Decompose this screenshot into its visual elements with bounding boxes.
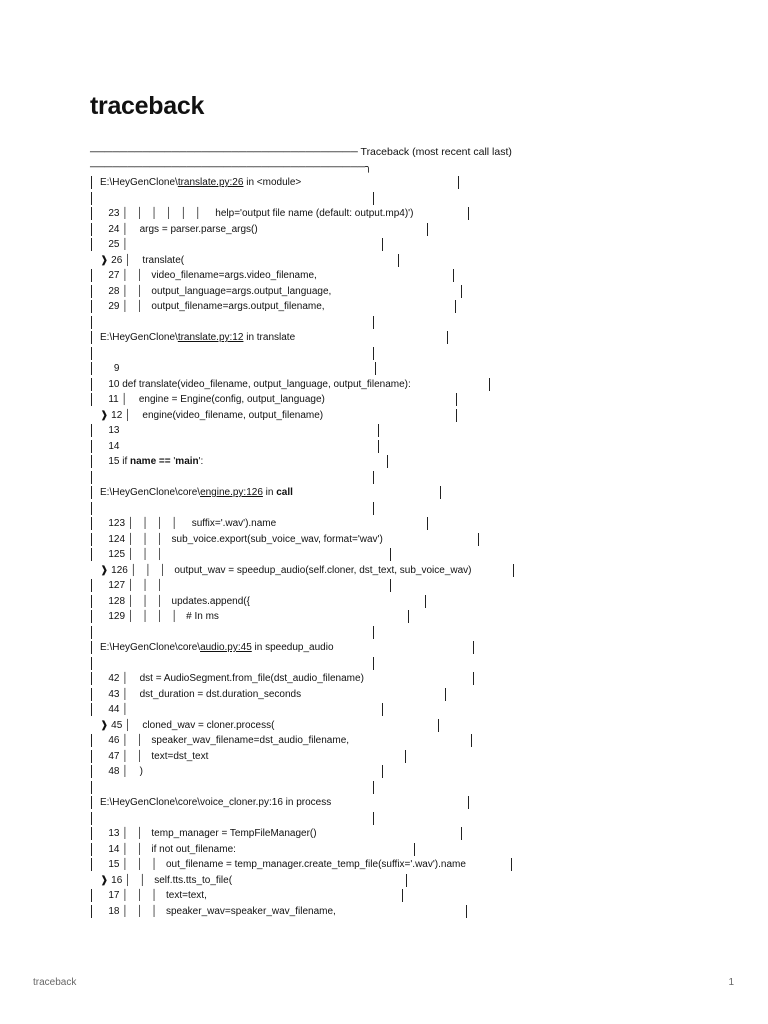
- code-text: 125 │ │ │: [100, 549, 164, 560]
- frame-border-left: [91, 796, 92, 809]
- file-link[interactable]: engine.py:126: [200, 487, 263, 498]
- frame-border-left: [91, 471, 92, 484]
- code-text: 24 │ args = parser.parse_args(): [100, 223, 258, 235]
- traceback-line: [90, 609, 472, 625]
- frame-border-left: [91, 347, 92, 360]
- frame-border-left: [91, 905, 92, 918]
- frame-border-right: [468, 796, 469, 809]
- traceback-body: [90, 175, 472, 919]
- code-text: 29 │ │ output_filename=args.output_filename,: [100, 301, 325, 312]
- frame-border-right: [406, 874, 407, 887]
- code-text: 23 │ │ │ │ │ │ help='output file name (default: output.mp4)'): [100, 208, 414, 219]
- frame-border-right: [468, 207, 469, 220]
- frame-border-left: [91, 843, 92, 856]
- frame-border-left: [91, 207, 92, 220]
- frame-border-right: [425, 595, 426, 608]
- frame-border-left: [91, 393, 92, 406]
- frame-border-right: [473, 672, 474, 685]
- code-text: E:\HeyGenClone\core\voice_cloner.py:16 in process: [100, 797, 332, 808]
- traceback-line: [90, 330, 472, 346]
- page-number: 1: [728, 977, 734, 988]
- frame-border-right: [373, 626, 374, 639]
- frame-border-right: [373, 781, 374, 794]
- frame-border-right: [373, 192, 374, 205]
- frame-border-right: [445, 688, 446, 701]
- frame-border-right: [373, 316, 374, 329]
- bold-text: ==: [158, 456, 171, 467]
- code-text: 9: [100, 363, 120, 374]
- traceback-line: [90, 175, 472, 191]
- frame-border-right: [478, 533, 479, 546]
- traceback-line: [90, 470, 472, 486]
- traceback-line: [90, 191, 472, 207]
- code-text: 127 │ │ │: [100, 580, 164, 591]
- code-text: ':: [198, 456, 204, 467]
- traceback-line: [90, 780, 472, 796]
- frame-border-left: [91, 750, 92, 763]
- code-text: 46 │ │ speaker_wav_filename=dst_audio_filename,: [100, 735, 350, 746]
- frame-border-left: [91, 517, 92, 530]
- code-text: E:\HeyGenClone\core\: [100, 642, 201, 653]
- frame-border-right: [375, 362, 376, 375]
- frame-border-right: [414, 843, 415, 856]
- frame-border-left: [91, 176, 92, 189]
- traceback-line: [90, 811, 472, 827]
- code-text: ❱ 45 │ cloned_wav = cloner.process(: [100, 719, 275, 731]
- traceback-line: [90, 299, 472, 315]
- frame-border-left: [91, 455, 92, 468]
- traceback-line: [90, 237, 472, 253]
- frame-border-left: [91, 269, 92, 282]
- frame-border-left: [91, 440, 92, 453]
- file-link[interactable]: translate.py:12: [177, 332, 244, 343]
- code-text: 48 │ ): [100, 766, 143, 777]
- code-text: 123 │ │ │ │ suffix='.wav').name: [100, 518, 277, 529]
- traceback-line: [90, 671, 472, 687]
- frame-border-right: [408, 610, 409, 623]
- frame-border-right: [427, 517, 428, 530]
- traceback-line: [90, 640, 472, 656]
- frame-border-right: [373, 471, 374, 484]
- code-text: 15 │ │ │ out_filename = temp_manager.create_temp_file(suffix='.wav').name: [100, 859, 466, 870]
- traceback-line: [90, 377, 472, 393]
- traceback-line: [90, 702, 472, 718]
- frame-border-right: [489, 378, 490, 391]
- frame-border-right: [378, 424, 379, 437]
- frame-border-left: [91, 610, 92, 623]
- traceback-line: [90, 625, 472, 641]
- traceback-line: [90, 315, 472, 331]
- bold-text: main: [175, 456, 199, 467]
- traceback-line: [90, 904, 472, 920]
- traceback-line: [90, 253, 472, 269]
- frame-border-left: [91, 502, 92, 515]
- frame-border-right: [390, 579, 391, 592]
- traceback-line: [90, 826, 472, 842]
- code-text: in speedup_audio: [251, 642, 334, 653]
- code-text: E:\HeyGenClone\: [100, 177, 178, 188]
- frame-border-left: [91, 192, 92, 205]
- traceback-line: [90, 749, 472, 765]
- traceback-line: [90, 857, 472, 873]
- file-link[interactable]: audio.py:45: [200, 642, 252, 653]
- frame-border-right: [373, 812, 374, 825]
- frame-border-left: [91, 238, 92, 251]
- code-text: ❱ 16 │ │ self.tts.tts_to_file(: [100, 874, 233, 886]
- code-text: 13: [100, 425, 120, 436]
- traceback-line: [90, 206, 472, 222]
- frame-border-right: [382, 238, 383, 251]
- frame-border-left: [91, 316, 92, 329]
- frame-border-left: [91, 300, 92, 313]
- code-text: in <module>: [243, 177, 302, 188]
- traceback-line: [90, 795, 472, 811]
- frame-border-left: [91, 889, 92, 902]
- frame-border-left: [91, 548, 92, 561]
- frame-border-right: [473, 641, 474, 654]
- frame-border-right: [427, 223, 428, 236]
- frame-border-left: [91, 672, 92, 685]
- code-text: 43 │ dst_duration = dst.duration_seconds: [100, 688, 302, 700]
- code-text: E:\HeyGenClone\: [100, 332, 178, 343]
- code-text: 128 │ │ │ updates.append({: [100, 595, 250, 607]
- traceback-line: [90, 873, 472, 889]
- code-text: ❱ 126 │ │ │ output_wav = speedup_audio(self.cloner, dst_text, sub_voice_wav): [100, 564, 472, 576]
- frame-border-right: [405, 750, 406, 763]
- traceback-header: [90, 145, 510, 175]
- frame-border-left: [91, 641, 92, 654]
- frame-border-right: [456, 409, 457, 422]
- frame-border-right: [456, 393, 457, 406]
- code-text: ': [170, 456, 176, 467]
- traceback-line: [90, 733, 472, 749]
- traceback-line: [90, 408, 472, 424]
- traceback-line: [90, 842, 472, 858]
- frame-border-right: [402, 889, 403, 902]
- frame-border-right: [373, 347, 374, 360]
- frame-border-left: [91, 378, 92, 391]
- code-text: 42 │ dst = AudioSegment.from_file(dst_audio_filename): [100, 673, 364, 684]
- code-text: 18 │ │ │ speaker_wav=speaker_wav_filename,: [100, 905, 336, 917]
- frame-border-right: [378, 440, 379, 453]
- traceback-line: [90, 222, 472, 238]
- frame-border-right: [453, 269, 454, 282]
- traceback-line: [90, 687, 472, 703]
- frame-border-right: [390, 548, 391, 561]
- code-text: ❱ 26 │ translate(: [100, 254, 185, 266]
- frame-border-left: [91, 827, 92, 840]
- frame-border-left: [91, 533, 92, 546]
- code-text: 47 │ │ text=dst_text: [100, 750, 209, 762]
- code-text: 129 │ │ │ │ # In ms: [100, 611, 219, 622]
- frame-border-right: [471, 734, 472, 747]
- traceback-line: [90, 268, 472, 284]
- frame-border-left: [91, 595, 92, 608]
- code-text: 44 │: [100, 704, 129, 715]
- traceback-line: [90, 547, 472, 563]
- frame-border-right: [387, 455, 388, 468]
- frame-border-left: [91, 362, 92, 375]
- traceback-line: [90, 656, 472, 672]
- code-text: 17 │ │ │ text=text,: [100, 890, 207, 901]
- code-text: 28 │ │ output_language=args.output_language,: [100, 285, 332, 297]
- bold-text: name: [130, 456, 157, 467]
- code-text: in translate: [243, 332, 296, 343]
- frame-border-right: [461, 285, 462, 298]
- frame-border-left: [91, 657, 92, 670]
- frame-border-left: [91, 331, 92, 344]
- traceback-line: [90, 718, 472, 734]
- code-text: 15 if: [100, 456, 131, 467]
- frame-border-right: [447, 331, 448, 344]
- code-text: 124 │ │ │ sub_voice.export(sub_voice_wav, format='wav'): [100, 533, 383, 545]
- frame-border-left: [91, 765, 92, 778]
- header-rule-bottom: ─────────────────────────────────────╮: [90, 161, 372, 173]
- code-text: 14 │ │ if not out_filename:: [100, 843, 236, 855]
- frame-border-right: [455, 300, 456, 313]
- code-text: 11 │ engine = Engine(config, output_language): [100, 394, 325, 405]
- code-text: 27 │ │ video_filename=args.video_filename,: [100, 270, 317, 281]
- traceback-line: [90, 485, 472, 501]
- frame-border-left: [91, 734, 92, 747]
- traceback-line: [90, 439, 472, 455]
- frame-border-left: [91, 223, 92, 236]
- traceback-line: [90, 516, 472, 532]
- frame-border-right: [373, 502, 374, 515]
- frame-border-right: [382, 765, 383, 778]
- frame-border-left: [91, 424, 92, 437]
- frame-border-right: [513, 564, 514, 577]
- code-text: 10 def translate(video_filename, output_language, output_filename):: [100, 378, 411, 390]
- frame-border-left: [91, 626, 92, 639]
- traceback-line: [90, 578, 472, 594]
- code-text: E:\HeyGenClone\core\: [100, 487, 201, 498]
- frame-border-right: [466, 905, 467, 918]
- traceback-line: [90, 392, 472, 408]
- traceback-line: [90, 594, 472, 610]
- frame-border-right: [438, 719, 439, 732]
- frame-border-right: [440, 486, 441, 499]
- traceback-line: [90, 532, 472, 548]
- footer-doc-title: traceback: [33, 977, 77, 988]
- code-text: 13 │ │ temp_manager = TempFileManager(): [100, 828, 317, 839]
- traceback-line: [90, 346, 472, 362]
- frame-border-right: [458, 176, 459, 189]
- code-text: ❱ 12 │ engine(video_filename, output_filename): [100, 409, 324, 421]
- traceback-line: [90, 423, 472, 439]
- frame-border-left: [91, 812, 92, 825]
- traceback-line: [90, 764, 472, 780]
- traceback-line: [90, 284, 472, 300]
- frame-border-left: [91, 781, 92, 794]
- frame-border-left: [91, 703, 92, 716]
- traceback-line: [90, 361, 472, 377]
- frame-border-left: [91, 858, 92, 871]
- frame-border-left: [91, 285, 92, 298]
- bold-text: call: [276, 487, 293, 498]
- frame-border-left: [91, 486, 92, 499]
- frame-border-right: [511, 858, 512, 871]
- file-link[interactable]: translate.py:26: [177, 177, 244, 188]
- traceback-line: [90, 888, 472, 904]
- code-text: 14: [100, 440, 120, 452]
- code-text: 25 │: [100, 239, 129, 250]
- frame-border-right: [382, 703, 383, 716]
- frame-border-right: [461, 827, 462, 840]
- traceback-line: [90, 501, 472, 517]
- page-title: traceback: [90, 92, 205, 120]
- traceback-line: [90, 563, 472, 579]
- frame-border-right: [373, 657, 374, 670]
- frame-border-left: [91, 688, 92, 701]
- code-text: in: [262, 487, 277, 498]
- frame-border-left: [91, 579, 92, 592]
- frame-border-right: [398, 254, 399, 267]
- traceback-line: [90, 454, 472, 470]
- header-rule-top: ──────────────────────────────────── Traceback (most recent call last): [90, 146, 512, 158]
